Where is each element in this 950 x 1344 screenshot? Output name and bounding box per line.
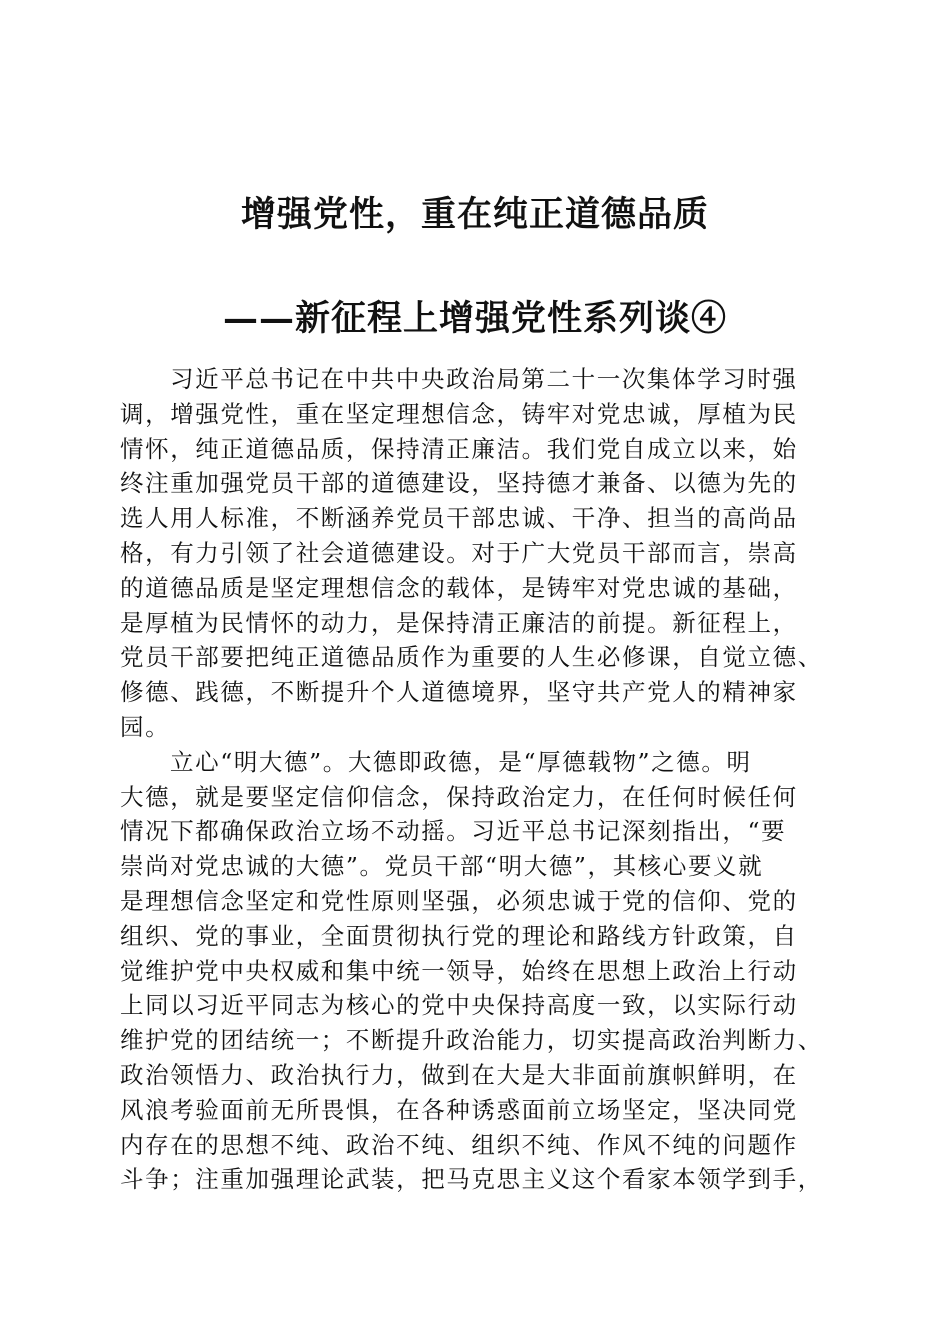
paragraph-line: 情况下都确保政治立场不动摇。习近平总书记深刻指出，“要 xyxy=(120,817,787,846)
paragraph-line: 修德、践德，不断提升个人道德境界，坚守共产党人的精神家 xyxy=(120,678,798,707)
paragraph-line: 内存在的思想不纯、政治不纯、组织不纯、作风不纯的问题作 xyxy=(120,1130,798,1159)
paragraph-line: 组织、党的事业，全面贯彻执行党的理论和路线方针政策，自 xyxy=(120,921,798,950)
document-subtitle: ——新征程上增强党性系列谈④ xyxy=(222,298,727,340)
paragraph-line: 大德，就是要坚定信仰信念，保持政治定力，在任何时候任何 xyxy=(120,782,798,811)
paragraph-line: 立心“明大德”。大德即政德，是“厚德载物”之德。明 xyxy=(170,747,752,776)
paragraph-line: 是理想信念坚定和党性原则坚强，必须忠诚于党的信仰、党的 xyxy=(120,886,798,915)
paragraph-line: 斗争；注重加强理论武装，把马克思主义这个看家本领学到手， xyxy=(120,1165,823,1194)
paragraph-line: 习近平总书记在中共中央政治局第二十一次集体学习时强 xyxy=(170,365,798,393)
paragraph-line: 崇尚对党忠诚的大德”。党员干部“明大德”，其核心要义就 xyxy=(120,852,764,881)
paragraph-line: 情怀，纯正道德品质，保持清正廉洁。我们党自成立以来，始 xyxy=(120,434,798,463)
paragraph-2 xyxy=(120,745,832,1197)
paragraph-line: 上同以习近平同志为核心的党中央保持高度一致，以实际行动 xyxy=(120,991,798,1020)
paragraph-line: 是厚植为民情怀的动力，是保持清正廉洁的前提。新征程上， xyxy=(120,608,798,637)
paragraph-line: 风浪考验面前无所畏惧，在各种诱惑面前立场坚定，坚决同党 xyxy=(120,1095,798,1124)
document-body xyxy=(120,362,832,1197)
paragraph-line: 的道德品质是坚定理想信念的载体，是铸牢对党忠诚的基础， xyxy=(120,573,798,602)
paragraph-line: 调，增强党性，重在坚定理想信念，铸牢对党忠诚，厚植为民 xyxy=(120,399,798,428)
document-title: 增强党性，重在纯正道德品质 xyxy=(240,194,709,236)
paragraph-line: 维护党的团结统一；不断提升政治能力，切实提高政治判断力、 xyxy=(120,1026,823,1055)
paragraph-1 xyxy=(120,362,832,745)
paragraph-line: 政治领悟力、政治执行力，做到在大是大非面前旗帜鲜明，在 xyxy=(120,1060,798,1089)
paragraph-line: 选人用人标准，不断涵养党员干部忠诚、干净、担当的高尚品 xyxy=(120,504,798,533)
paragraph-line: 格，有力引领了社会道德建设。对于广大党员干部而言，崇高 xyxy=(120,538,798,567)
paragraph-line: 园。 xyxy=(120,712,171,741)
paragraph-line: 终注重加强党员干部的道德建设，坚持德才兼备、以德为先的 xyxy=(120,469,798,498)
paragraph-line: 觉维护党中央权威和集中统一领导，始终在思想上政治上行动 xyxy=(120,956,798,985)
paragraph-line: 党员干部要把纯正道德品质作为重要的人生必修课，自觉立德、 xyxy=(120,643,823,672)
